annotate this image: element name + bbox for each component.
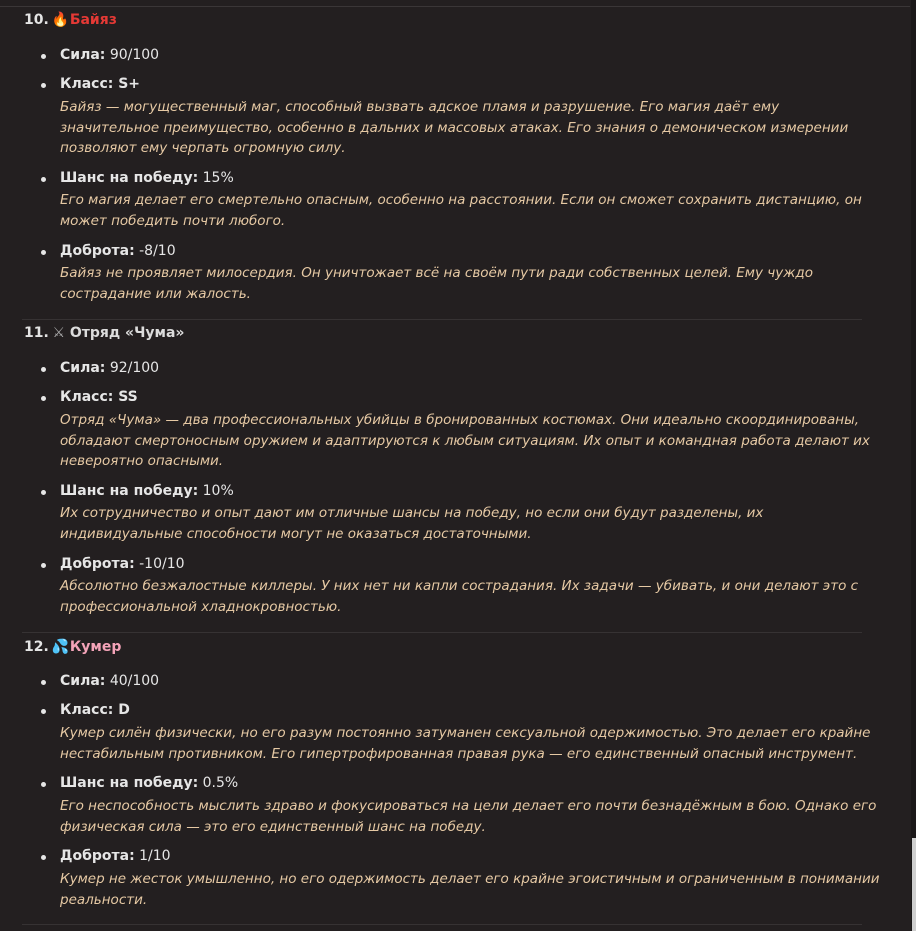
fire-icon: 🔥 <box>51 12 70 28</box>
kindness-value: 1/10 <box>134 848 171 864</box>
class-description: Отряд «Чума» — два профессиональных убийцы в бронированных костюмах. Они идеально скоординированы, обладают смертоносным оружием и адаптируются к любым ситуациям. Их опыт и командная работа делают их невероятно опасными. <box>60 412 870 469</box>
kindness-label: Доброта: <box>60 243 135 259</box>
chance-item <box>41 170 234 186</box>
chance-label: Шанс на победу: <box>60 170 199 186</box>
chance-value: 0.5% <box>198 775 239 791</box>
power-label: Сила: <box>60 673 106 689</box>
sweat-droplets-icon: 💦 <box>51 639 70 655</box>
class-label: Класс: SS <box>60 389 138 405</box>
section-divider <box>22 632 862 633</box>
entry-heading-plague-squad <box>24 325 184 341</box>
crossed-swords-icon: ⚔ <box>52 325 66 341</box>
kindness-label: Доброта: <box>60 556 135 572</box>
class-label: Класс: S+ <box>60 76 141 92</box>
entry-number: 10. <box>24 12 49 28</box>
scrollbar-thumb[interactable] <box>912 838 916 931</box>
chance-label: Шанс на победу: <box>60 483 199 499</box>
top-divider <box>0 6 910 7</box>
kindness-item <box>41 243 176 259</box>
section-divider <box>22 924 862 925</box>
entry-number: 12. <box>24 639 49 655</box>
kindness-label: Доброта: <box>60 848 135 864</box>
kindness-value: -10/10 <box>134 556 185 572</box>
power-label: Сила: <box>60 360 106 376</box>
class-description: Байяз — могущественный маг, способный вызвать адское пламя и разрушение. Его магия даёт ему значительное преимущество, особенно в дальних и массовых атаках. Его знания о демоническом измерении позволяют ему черпать огромную силу. <box>60 99 849 156</box>
power-item <box>41 47 159 63</box>
entry-number: 11. <box>24 325 49 341</box>
entry-name: Кумер <box>69 639 122 655</box>
class-description: Кумер силён физически, но его разум постоянно затуманен сексуальной одержимостью. Это делает его крайне нестабильным противником. Его гипертрофированная правая рука — его единственный опасный инструмент. <box>60 725 871 762</box>
chance-label: Шанс на победу: <box>60 775 199 791</box>
entry-heading-bayaz <box>24 12 117 28</box>
power-item <box>41 673 159 689</box>
power-value: 92/100 <box>105 360 160 376</box>
chance-description: Его магия делает его смертельно опасным, особенно на расстоянии. Если он сможет сохранить дистанцию, он может победить почти любого. <box>60 192 862 229</box>
chance-value: 10% <box>198 483 234 499</box>
class-label: Класс: D <box>60 702 130 718</box>
entry-name: Отряд «Чума» <box>69 325 185 341</box>
chance-description: Его неспособность мыслить здраво и фокусироваться на цели делает его почти безнадёжным в бою. Однако его физическая сила — это его единственный шанс на победу. <box>60 798 877 835</box>
power-item <box>41 360 159 376</box>
power-value: 40/100 <box>105 673 160 689</box>
kindness-item <box>41 848 171 864</box>
kindness-item <box>41 556 185 572</box>
power-value: 90/100 <box>105 47 160 63</box>
chance-item <box>41 483 234 499</box>
kindness-description: Абсолютно безжалостные киллеры. У них нет ни капли сострадания. Их задачи — убивать, и они делают это с профессиональной хладнокровностью. <box>60 578 859 615</box>
scrollbar-track[interactable] <box>911 0 916 931</box>
entry-name: Байяз <box>69 12 117 28</box>
entry-heading-coomer <box>24 639 121 655</box>
class-item <box>41 702 130 718</box>
chance-value: 15% <box>198 170 234 186</box>
class-item <box>41 76 140 92</box>
chance-item <box>41 775 238 791</box>
kindness-description: Байяз не проявляет милосердия. Он уничтожает всё на своём пути ради собственных целей. Ему чуждо сострадание или жалость. <box>60 265 813 302</box>
kindness-value: -8/10 <box>134 243 176 259</box>
section-divider <box>22 319 862 320</box>
chance-description: Их сотрудничество и опыт дают им отличные шансы на победу, но если они будут разделены, их индивидуальные способности могут не оказаться достаточными. <box>60 505 764 542</box>
class-item <box>41 389 138 405</box>
kindness-description: Кумер не жесток умышленно, но его одержимость делает его крайне эгоистичным и ограниченным в понимании реальности. <box>60 871 880 908</box>
power-label: Сила: <box>60 47 106 63</box>
